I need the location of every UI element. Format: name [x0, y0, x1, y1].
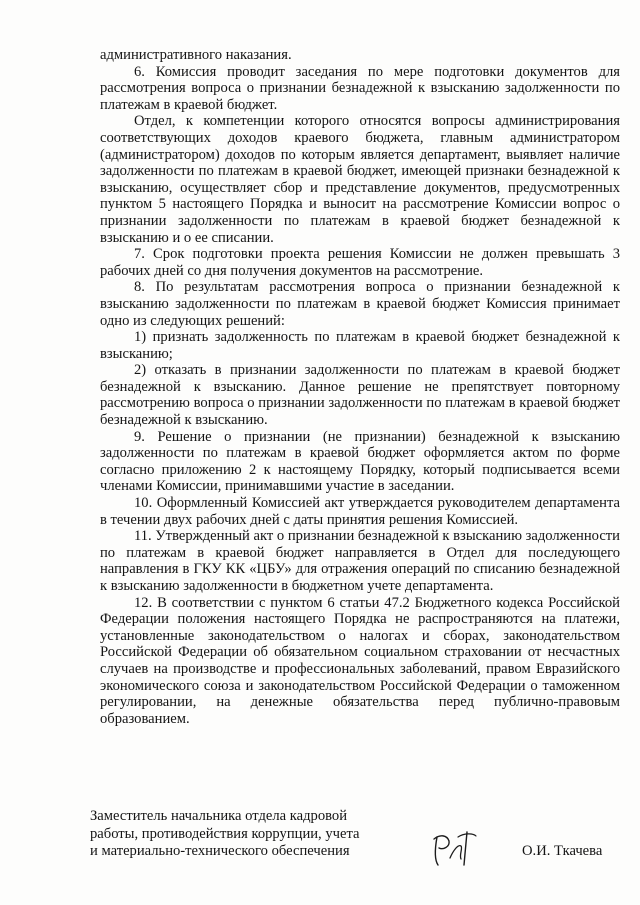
- signatory-position-line: и материально-технического обеспечения: [90, 843, 350, 859]
- paragraph-item-6: 6. Комиссия проводит заседания по мере подготовки документов для рассмотрения вопроса о признании безнадежной к взысканию задолженности по платежам в краевой бюджет.: [100, 63, 620, 113]
- handwritten-signature: [428, 828, 482, 868]
- paragraph-item-10: 10. Оформленный Комиссией акт утверждается руководителем департамента в течении двух рабочих дней с даты принятия решения Комиссией.: [100, 495, 620, 528]
- paragraph-continuation: административного наказания.: [100, 47, 292, 63]
- paragraph-item-11: 11. Утвержденный акт о признании безнадежной к взысканию задолженности по платежам в краевой бюджет направляется в Отдел для последующего направления в ГКУ КК «ЦБУ» для отражения операций по списанию безнадежной к взысканию задолженности в бюджетном учете департамента.: [100, 528, 620, 594]
- signatory-position: [90, 808, 380, 861]
- signatory-position-line: Заместитель начальника отдела кадровой: [90, 808, 348, 824]
- paragraph-decision-1: 1) признать задолженность по платежам в краевой бюджет безнадежной к взысканию;: [100, 329, 620, 362]
- signatory-position-line: работы, противодействия коррупции, учета: [90, 825, 360, 842]
- signatory-name: О.И. Ткачева: [522, 843, 603, 859]
- paragraph-decision-2: 2) отказать в признании задолженности по платежам в краевой бюджет безнадежной к взысканию. Данное решение не препятствует повторному рассмотрению вопроса о признании задолженности по платежам в краевой бюджет безнадежной к взысканию.: [100, 362, 620, 429]
- paragraph-department-duties: Отдел, к компетенции которого относятся вопросы администрирования соответствующих доходов краевого бюджета, главным администратором (администратором) доходов по которым является департамент, выявляет наличие задолженности по платежам в краевой бюджет, имеющей признаки безнадежной к взысканию, осуществляет сбор и представление документов, предусмотренных пунктом 5 настоящего Порядка и выносит на рассмотрение Комиссии вопрос о признании задолженности по платежам в краевой бюджет безнадежной к взысканию и о ее списании.: [100, 113, 620, 246]
- paragraph-item-9: 9. Решение о признании (не признании) безнадежной к взысканию задолженности по платежам в краевой бюджет оформляется актом по форме согласно приложению 2 к настоящему Порядку, который подписывается всеми членами Комиссии, принимавшими участие в заседании.: [100, 428, 620, 495]
- paragraph-item-8: 8. По результатам рассмотрения вопроса о признании безнадежной к взысканию задолженности по платежам в краевой бюджет Комиссия принимает одно из следующих решений:: [100, 279, 620, 329]
- paragraph-item-12: 12. В соответствии с пунктом 6 статьи 47.2 Бюджетного кодекса Российской Федерации положения настоящего Порядка не распространяются на платежи, установленные законодательством о налогах и сборах, законодательством Российской Федерации об обязательном социальном страховании от несчастных случаев на производстве и профессиональных заболеваний, правом Евразийского экономического союза и законодательством Российской Федерации о таможенном регулировании, на денежные обязательства перед публично-правовым образованием.: [100, 594, 620, 727]
- document-body: [100, 47, 620, 727]
- paragraph-item-7: 7. Срок подготовки проекта решения Комиссии не должен превышать 3 рабочих дней со дня получения документов на рассмотрение.: [100, 246, 620, 279]
